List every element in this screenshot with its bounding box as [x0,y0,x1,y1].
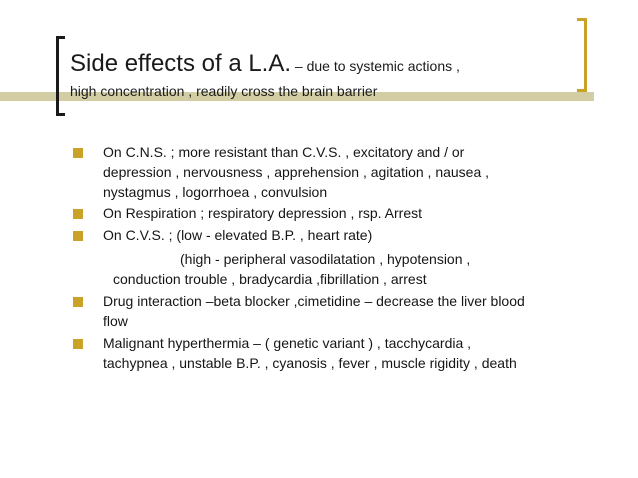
left-bracket-decoration [56,36,65,116]
bullet-4-line-2: flow [103,313,128,329]
title-main: Side effects of a L.A. [70,50,292,77]
bullet-3-line-3: conduction trouble , bradycardia ,fibrillation , arrest [113,271,427,287]
bullet-3-line-1: On C.V.S. ; (low - elevated B.P. , heart rate) [103,227,373,243]
title-subtitle-inline: – due to systemic actions , [291,58,460,74]
bullet-marker-icon [73,297,83,307]
bullet-3-line-2: (high - peripheral vasodilatation , hypotension , [180,251,471,267]
bullet-1-line-3: nystagmus , logorrhoea , convulsion [103,184,328,200]
bullet-marker-icon [73,148,83,158]
bullet-marker-icon [73,231,83,241]
bullet-marker-icon [73,209,83,219]
bullet-5-line-1: Malignant hyperthermia – ( genetic variant ) , tacchycardia , [103,335,472,351]
slide-title [70,52,460,76]
right-bracket-decoration [577,18,587,92]
bullet-1-line-2: depression , nervousness , apprehension , agitation , nausea , [103,164,490,180]
bullet-marker-icon [73,339,83,349]
bullet-1-line-1: On C.N.S. ; more resistant than C.V.S. , excitatory and / or [103,144,465,160]
title-subtitle-line2: high concentration , readily cross the brain barrier [70,83,378,99]
bullet-2-line-1: On Respiration ; respiratory depression , rsp. Arrest [103,205,423,221]
bullet-4-line-1: Drug interaction –beta blocker ,cimetidine – decrease the liver blood [103,293,525,309]
bullet-5-line-2: tachypnea , unstable B.P. , cyanosis , fever , muscle rigidity , death [103,355,517,371]
